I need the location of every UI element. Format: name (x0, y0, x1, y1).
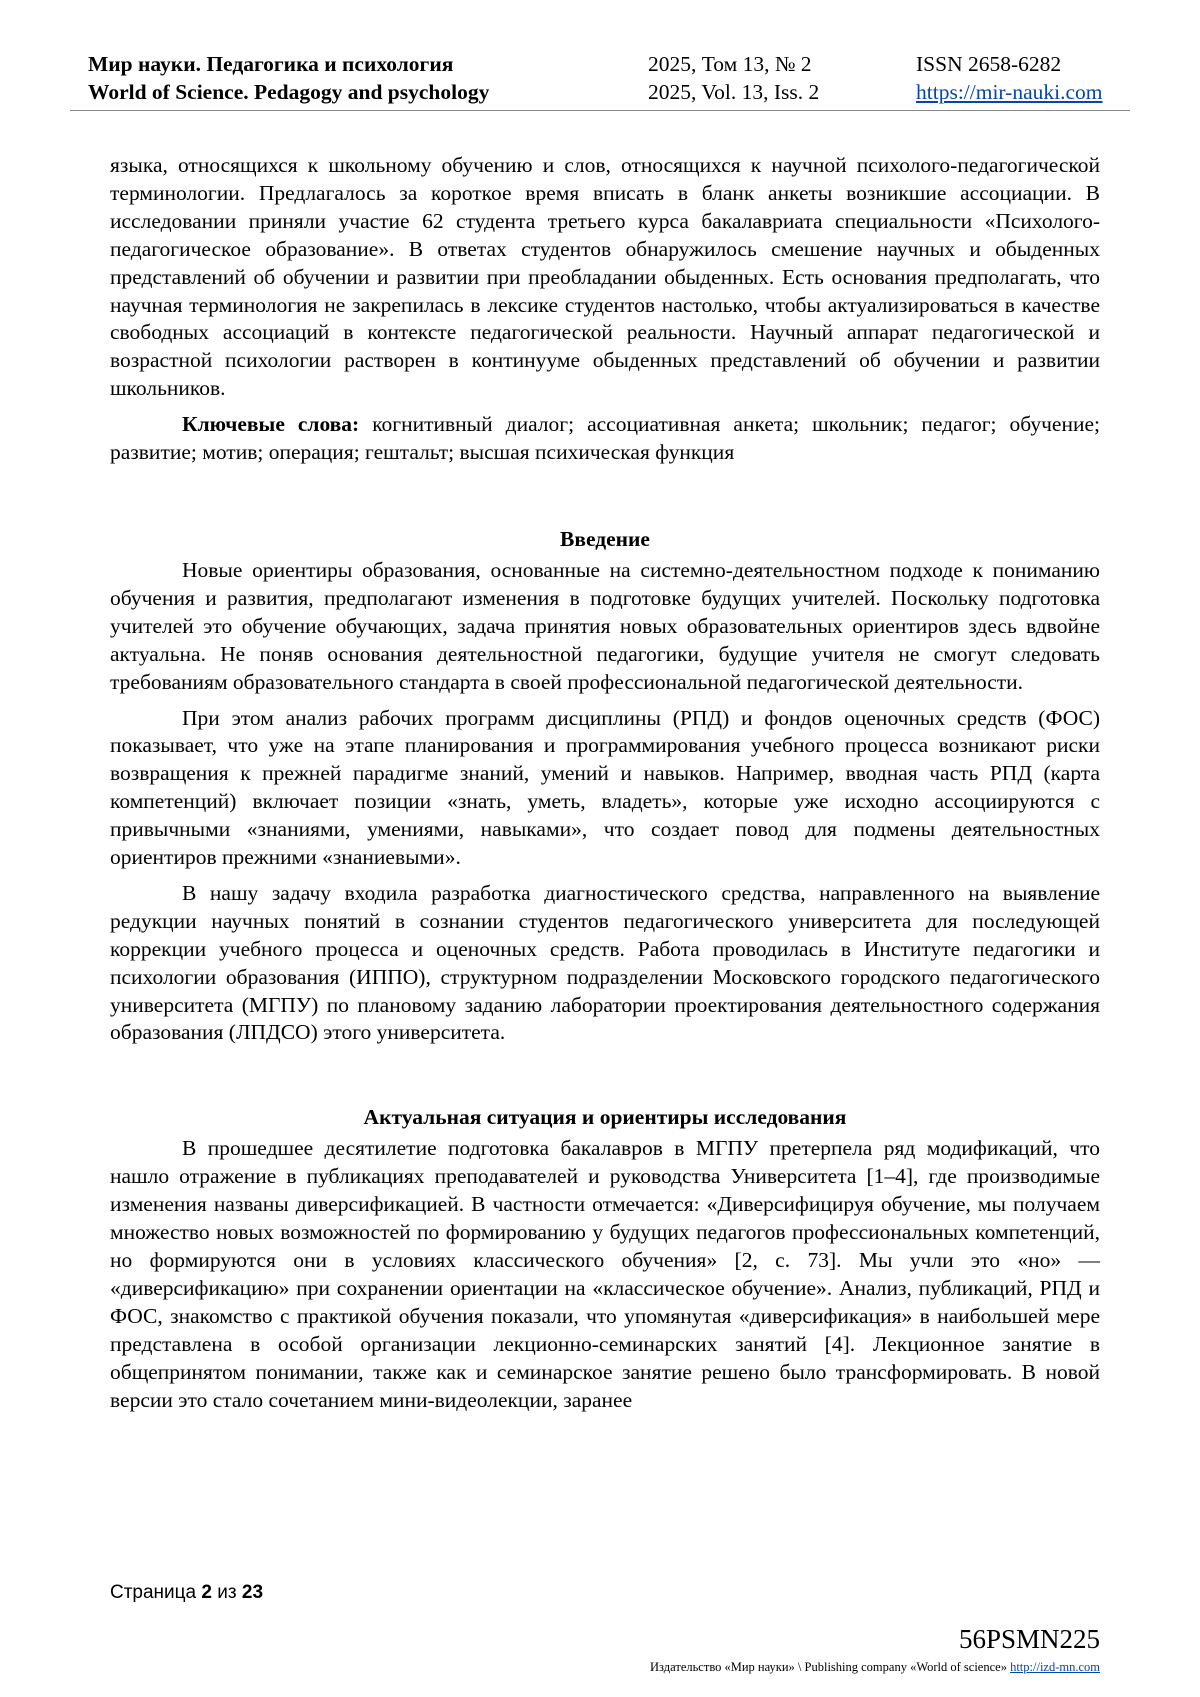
journal-title-block (88, 50, 489, 106)
issue-ru: 2025, Том 13, № 2 (648, 52, 812, 76)
publisher-link[interactable]: http://izd-mn.com (1010, 1660, 1100, 1674)
paragraph: При этом анализ рабочих программ дисциплины (РПД) и фондов оценочных средств (ФОС) показывает, что уже на этапе планирования и программирования учебного процесса возникают риски возвращения к прежней парадигме знаний, умений и навыков. Например, вводная часть РПД (карта компетенций) включает позиции «знать, уметь, владеть», которые уже исходно ассоциируются с привычными «знаниями, умениями, навыками», что создает повод для подмены деятельностных ориентиров прежними «знаниевыми». (110, 705, 1100, 870)
issue-en: 2025, Vol. 13, Iss. 2 (648, 80, 820, 104)
journal-website-link[interactable]: https://mir-nauki.com (916, 80, 1103, 104)
issue-block (648, 50, 819, 106)
issn-block (916, 50, 1102, 106)
section-heading-actual: Актуальная ситуация и ориентиры исследования (363, 1105, 847, 1130)
keywords (110, 411, 1100, 467)
publisher-text: Издательство «Мир науки» \ Publishing company «World of science» (650, 1660, 1011, 1674)
article-code: 56PSMN225 (958, 1624, 1100, 1654)
journal-header (88, 50, 1130, 112)
paragraph: В прошедшее десятилетие подготовка бакалавров в МГПУ претерпела ряд модификаций, что нашло отражение в публикациях преподавателей и руководства Университета [1–4], где производимые изменения названы диверсификацией. В частности отмечается: «Диверсифицируя обучение, мы получаем множество новых возможностей по формированию у будущих педагогов профессиональных компетенций, но формируются они в условиях классического обучения» [2, с. 73]. Мы учли это «но» — «диверсификацию» при сохранении ориентации на «классическое обучение». Анализ, публикаций, РПД и ФОС, знакомство с практикой обучения показали, что упомянутая «диверсификация» в наибольшей мере представлена в особой организации лекционно-семинарских занятий [4]. Лекционное занятие в общепринятом понимании, также как и семинарское занятие решено было трансформировать. В новой версии это стало сочетанием мини-видеолекции, заранее (110, 1136, 1100, 1412)
page-prefix: Страница (110, 1582, 202, 1603)
publisher-line (650, 1660, 1100, 1675)
issn: ISSN 2658-6282 (916, 52, 1062, 76)
abstract-text: языка, относящихся к школьному обучению и слов, относящихся к научной психолого-педагогической терминологии. Предлагалось за короткое время вписать в бланк анкеты возникшие ассоциации. В исследовании приняли участие 62 студента третьего курса бакалавриата специальности «Психолого-педагогическое образование». В ответах студентов обнаружилось смешение научных и обыденных представлений об обучении и развитии при преобладании обыденных. Есть основания предполагать, что научная терминология не закрепилась в лексике студентов настолько, чтобы актуализироваться в качестве свободных ассоциаций в контексте педагогической реальности. Научный аппарат педагогической и возрастной психологии растворен в континууме обыденных представлений об обучении и развитии школьников. (110, 153, 1100, 401)
page-number (110, 1582, 263, 1604)
header-divider (70, 110, 1130, 111)
page-current: 2 (201, 1582, 212, 1603)
page-total: 23 (241, 1582, 264, 1603)
paragraph: В нашу задачу входила разработка диагностического средства, направленного на выявление редукции научных понятий в сознании студентов педагогического университета для последующей коррекции учебного процесса и оценочных средств. Работа проводилась в Институте педагогики и психологии образования (ИППО), структурном подразделении Московского городского педагогического университета (МГПУ) по плановому заданию лаборатории проектирования деятельностного содержания образования (ЛПДСО) этого университета. (110, 880, 1100, 1045)
keywords-text: когнитивный диалог; ассоциативная анкета; школьник; педагог; обучение; развитие; мотив; операция; гештальт; высшая психическая функция (110, 412, 1100, 465)
section-heading-intro: Введение (560, 526, 650, 551)
keywords-label: Ключевые слова: (182, 412, 360, 437)
journal-title-en: World of Science. Pedagogy and psychology (88, 80, 490, 104)
journal-title-ru: Мир науки. Педагогика и психология (88, 52, 454, 76)
paragraph: Новые ориентиры образования, основанные на системно-деятельностном подходе к пониманию обучения и развития, предполагают изменения в подготовке будущих учителей. Поскольку подготовка учителей это обучение обучающих, задача принятия новых образовательных ориентиров здесь вдвойне актуальна. Не поняв основания деятельностной педагогики, будущие учителя не смогут следовать требованиям образовательного стандарта в своей профессиональной педагогической деятельности. (110, 557, 1100, 694)
article-body (110, 152, 1100, 1422)
page-of: из (211, 1582, 242, 1603)
